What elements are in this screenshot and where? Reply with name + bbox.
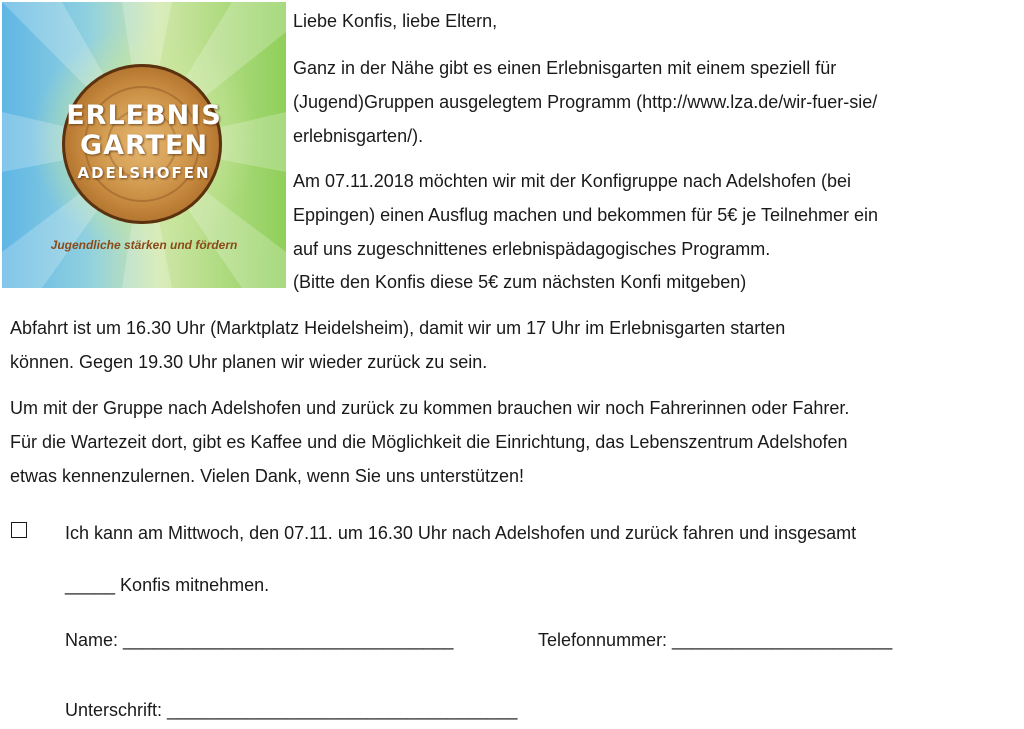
paragraph-drivers-line: Um mit der Gruppe nach Adelshofen und zurück zu kommen brauchen wir noch Fahrerinnen oder Fahrer. <box>10 398 850 418</box>
logo-word-erlebnis: ERLEBNIS <box>66 100 222 131</box>
greeting: Liebe Konfis, liebe Eltern, <box>293 11 498 31</box>
paragraph-drivers-line: Für die Wartezeit dort, gibt es Kaffee und die Möglichkeit die Einrichtung, das Lebenszentrum Adelshofen <box>10 432 848 452</box>
paragraph-trip-line: Eppingen) einen Ausflug machen und bekommen für 5€ je Teilnehmer ein <box>293 205 879 225</box>
paragraph-intro-line: Ganz in der Nähe gibt es einen Erlebnisgarten mit einem speziell für <box>293 58 837 78</box>
checkbox-label: Ich kann am Mittwoch, den 07.11. um 16.30 Uhr nach Adelshofen und zurück fahren und insgesamt <box>65 523 857 543</box>
paragraph-intro-line: erlebnisgarten/). <box>293 126 424 146</box>
paragraph-drivers-line: etwas kennenzulernen. Vielen Dank, wenn Sie uns unterstützen! <box>10 466 524 486</box>
erlebnisgarten-logo <box>2 2 286 288</box>
driver-checkbox[interactable] <box>11 522 27 538</box>
paragraph-departure-line: können. Gegen 19.30 Uhr planen wir wieder zurück zu sein. <box>10 352 488 372</box>
paragraph-intro-line: (Jugend)Gruppen ausgelegtem Programm (http://www.lza.de/wir-fuer-sie/ <box>293 92 878 112</box>
name-field[interactable]: Name: _________________________________ <box>65 630 454 650</box>
paragraph-trip-line: auf uns zugeschnittenes erlebnispädagogisches Programm. <box>293 239 771 259</box>
konfis-count-field[interactable]: _____ Konfis mitnehmen. <box>65 575 270 595</box>
paragraph-trip-line: Am 07.11.2018 möchten wir mit der Konfigruppe nach Adelshofen (bei <box>293 171 851 191</box>
signature-field[interactable]: Unterschrift: ___________________________________ <box>65 700 518 720</box>
paragraph-trip-line: (Bitte den Konfis diese 5€ zum nächsten Konfi mitgeben) <box>293 272 747 292</box>
logo-word-adelshofen: ADELSHOFEN <box>77 164 211 182</box>
phone-field[interactable]: Telefonnummer: ______________________ <box>538 630 893 650</box>
logo-word-garten: GARTEN <box>79 130 209 161</box>
paragraph-departure-line: Abfahrt ist um 16.30 Uhr (Marktplatz Heidelsheim), damit wir um 17 Uhr im Erlebnisgarten starten <box>10 318 786 338</box>
logo-tagline: Jugendliche stärken und fördern <box>50 238 238 252</box>
